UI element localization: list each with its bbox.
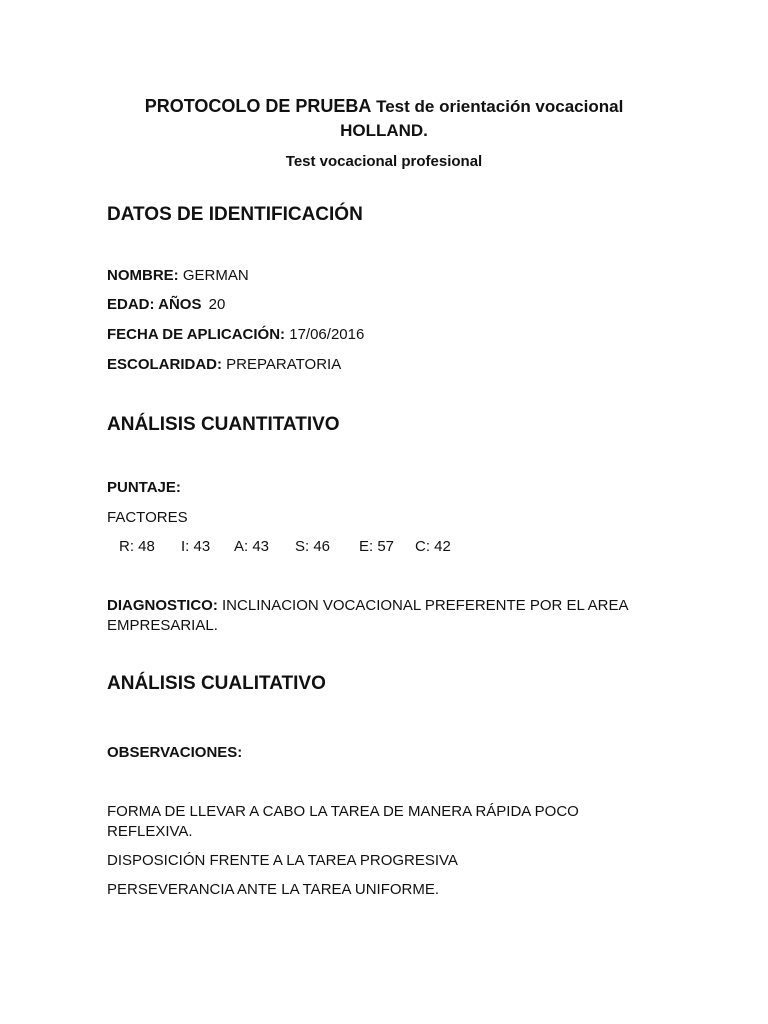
edad-value: 20 (208, 296, 226, 313)
quantitative-heading: ANÁLISIS CUANTITATIVO (107, 414, 340, 435)
identification-heading: DATOS DE IDENTIFICACIÓN (107, 204, 363, 225)
factor-s: S: 46 (295, 538, 331, 555)
nombre-value: GERMAN (182, 267, 249, 284)
factor-c: C: 42 (415, 538, 451, 555)
qualitative-heading: ANÁLISIS CUALITATIVO (107, 673, 326, 694)
edad-row (107, 295, 225, 315)
diagnostico-block (107, 596, 667, 636)
fecha-row (107, 325, 364, 345)
edad-label: EDAD: AÑOS (107, 296, 202, 313)
escolaridad-label: ESCOLARIDAD: (107, 356, 222, 373)
title-line-2: HOLLAND. (340, 121, 428, 140)
escolaridad-row (107, 355, 341, 375)
escolaridad-value: PREPARATORIA (226, 356, 342, 373)
title-rest: Test de orientación vocacional (376, 97, 624, 116)
puntaje-label: PUNTAJE: (107, 479, 181, 496)
document-title (0, 94, 768, 143)
observaciones-label: OBSERVACIONES: (107, 744, 243, 761)
factor-a: A: 43 (234, 538, 270, 555)
diagnostico-label: DIAGNOSTICO: (107, 597, 218, 614)
factor-e: E: 57 (359, 538, 395, 555)
observation-1: FORMA DE LLEVAR A CABO LA TAREA DE MANERA RÁPIDA POCO REFLEXIVA. (107, 803, 579, 840)
observation-3: PERSEVERANCIA ANTE LA TAREA UNIFORME. (107, 881, 440, 898)
nombre-row (107, 266, 249, 286)
nombre-label: NOMBRE: (107, 267, 179, 284)
observation-2: DISPOSICIÓN FRENTE A LA TAREA PROGRESIVA (107, 852, 458, 869)
factor-i: I: 43 (181, 538, 211, 555)
factor-scores (119, 538, 451, 555)
diagnostico-value: INCLINACION VOCACIONAL PREFERENTE POR EL AREA EMPRESARIAL. (107, 597, 628, 634)
fecha-label: FECHA DE APLICACIÓN: (107, 326, 286, 343)
fecha-value: 17/06/2016 (289, 326, 365, 343)
factores-label: FACTORES (107, 509, 188, 526)
title-lead: PROTOCOLO DE PRUEBA (144, 96, 372, 116)
document-subtitle: Test vocacional profesional (285, 153, 483, 170)
factor-r: R: 48 (119, 538, 155, 555)
